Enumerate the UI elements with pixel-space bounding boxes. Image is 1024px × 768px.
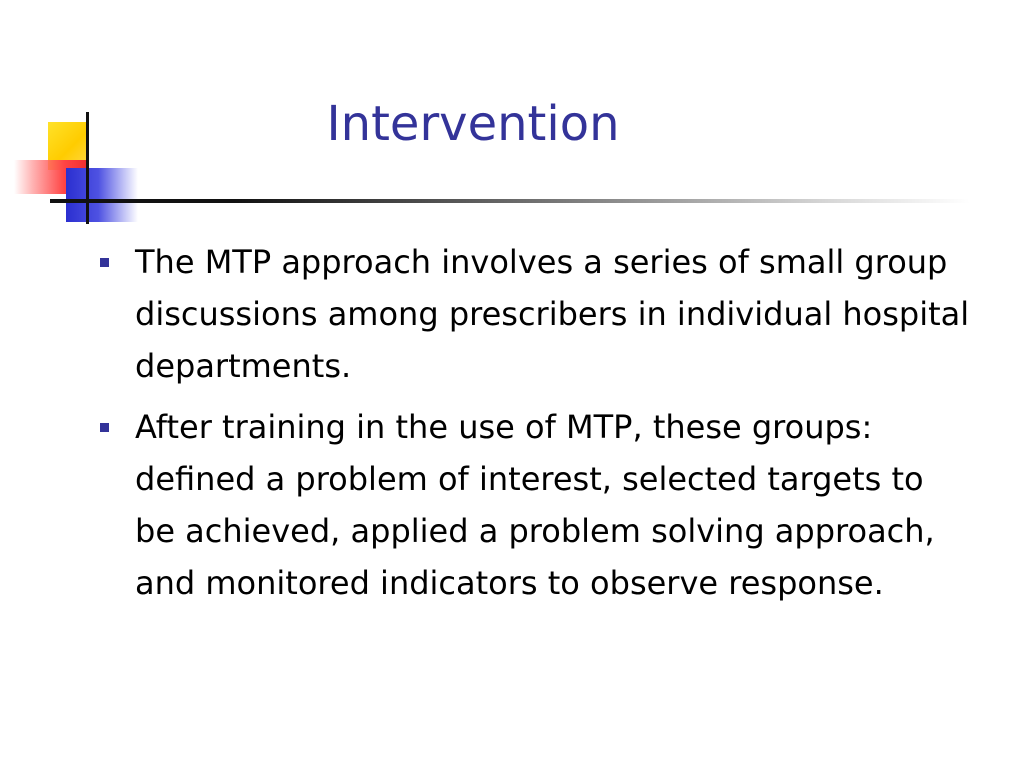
square-bullet-icon <box>100 258 109 267</box>
bullet-text: After training in the use of MTP, these groups: defined a problem of interest, selected targets to be achieved, applied a problem solving approach, and monitored indicators to observe response. <box>135 408 935 602</box>
bullet-text: The MTP approach involves a series of small group discussions among prescribers in individual hospital departments. <box>135 243 970 385</box>
title-underline <box>50 199 970 203</box>
bullet-item <box>100 236 970 392</box>
bullet-item <box>100 401 970 609</box>
square-bullet-icon <box>100 423 109 432</box>
slide-title: Intervention <box>326 96 620 152</box>
decor-blue-square <box>66 168 138 222</box>
bullet-list <box>100 236 970 618</box>
